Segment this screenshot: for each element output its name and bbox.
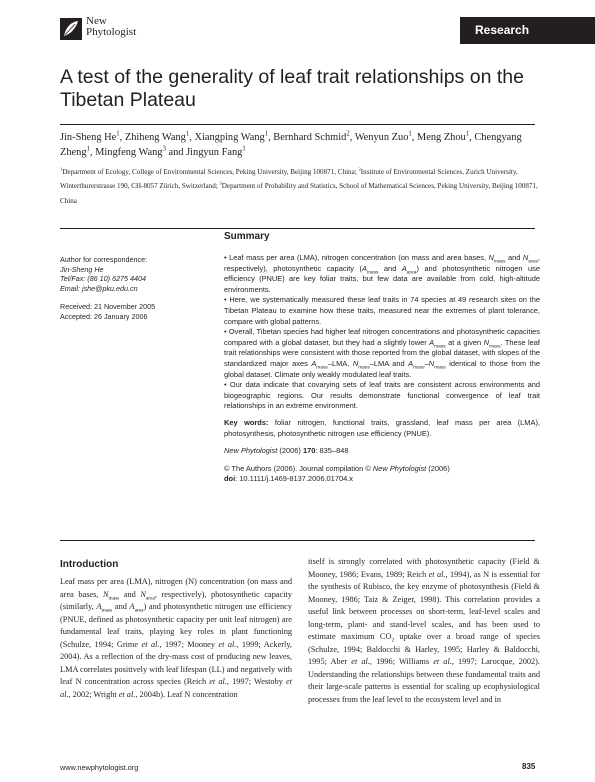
author-name: Jingyun Fang xyxy=(186,146,243,158)
journal-logo xyxy=(60,16,150,44)
footer-url[interactable]: www.newphytologist.org xyxy=(60,763,139,772)
citation xyxy=(224,446,540,457)
author-name: Chengyang Zheng xyxy=(60,132,522,158)
author-name: Zhiheng Wang xyxy=(124,132,186,143)
page-number: 835 xyxy=(522,762,536,771)
section-tab: Research xyxy=(460,17,595,44)
affiliation-number: 3 xyxy=(219,180,222,186)
author-name: Xiangping Wang xyxy=(194,132,265,143)
affiliation-marker: 1 xyxy=(185,130,190,138)
correspondence-email: Email: jshe@pku.edu.cn xyxy=(60,283,138,293)
correspondence-tel: Tel/Fax: (86 10) 6275 4404 xyxy=(60,274,147,283)
citation-year: (2006) xyxy=(277,446,303,456)
author-name: Meng Zhou xyxy=(416,132,466,143)
intro-paragraph-2: itself is strongly correlated with photosynthetic capacity (Field & Mooney, 1986; Evans, 1989; Reich et al., 1994), as N is essential for the synthesis of Rubisco, the key enzyme of photosynthesis (Field & Mooney, 1986; Taiz & Zeiger, 1998). This correlation provides a useful link between processes on short-term, leaf-level scales and long-term, plant- and stand-level scales, and has been used to estimate maximum $CO_2$ uptake over a broad range of species (Schulze, 1994; Baldocchi & Harley, 1995; Harley & Baldocchi, 1995; Aber et al., 1996; Williams et al., 1997; Larocque, 2002). Understanding the relationships between these fundamental traits and their large-scale patterns is essential for scaling up ecophysiological processes from the leaf level to the ecosystem level and in xyxy=(308,557,541,704)
affiliation-text: Department of Ecology, College of Environmental Sciences, Peking University, Beijing 100871, China; xyxy=(62,168,359,176)
correspondence-name: Jin-Sheng He xyxy=(60,264,104,274)
affiliation-text: Department of Probability and Statistics, School of Mathematical Sciences, Peking University, Beijing 100871, China xyxy=(60,182,538,205)
keywords-label: Key words: xyxy=(224,417,269,427)
keywords xyxy=(224,418,540,439)
citation-volume: 170 xyxy=(302,446,316,456)
affiliation-number: 2 xyxy=(358,166,361,172)
summary-divider xyxy=(60,228,535,229)
logo-line-1: New xyxy=(86,15,107,27)
correspondence-sidebar xyxy=(60,255,220,321)
logo-line-2: Phytologist xyxy=(86,26,137,38)
summary-bullet-2: • Here, we systematically measured these leaf traits in 74 species at 49 research sites on the Tibetan Plateau to examine how these traits, measured near the extremes of plant tolerance, compare with global patterns. xyxy=(224,295,540,326)
affiliation-marker: 1 xyxy=(408,130,412,138)
affiliation-marker: 3 xyxy=(162,145,166,153)
summary-bullet-3: • Overall, Tibetan species had higher leaf nitrogen concentrations and photosynthetic capacities compared with a global dataset, but they had a slightly lower $A_{mass}$ at a given $N_{mass}$. These leaf trait relationships were consistent with those reported from the global dataset, with slopes of the standardized major axes $A_{mass}$–LMA, $N_{mass}$–LMA and $A_{mass}-N_{mass}$ identical to those from the global dataset. Climate only weakly modulated leaf traits. xyxy=(224,327,541,379)
author-name: Jin-Sheng He xyxy=(60,132,117,143)
citation-pages: : 835–848 xyxy=(315,446,349,456)
body-column-left xyxy=(60,576,292,701)
affiliation-marker: 1 xyxy=(86,145,90,153)
body-divider xyxy=(60,540,535,541)
doi-text: : 10.1111/j.1469-8137.2006.01704.x xyxy=(235,474,354,484)
summary-bullet-1: • Leaf mass per area (LMA), nitrogen concentration (on mass and area bases, $N_{mass}$ and $N_{area}$, respectively), photosynthetic capacity ($A_{mass}$ and $A_{area}$) and photosynthetic nitrogen use efficiency (PNUE) are key foliar traits, but few data are available from cold, high-altitude environments. xyxy=(224,253,541,294)
author-name: Bernhard Schmid xyxy=(273,132,347,143)
author-name: Wenyun Zuo xyxy=(354,132,409,143)
affiliation-list xyxy=(60,165,540,208)
introduction-heading: Introduction xyxy=(60,559,119,570)
affiliation-marker: 1 xyxy=(116,130,120,138)
affiliation-number: 1 xyxy=(60,166,63,172)
affiliation-marker: 1 xyxy=(242,145,246,153)
summary-bullet-4: • Our data indicate that covarying sets of leaf traits are consistent across environments and biogeographic regions. Our results demonstrate functional convergence of leaf trait relationships in an extreme environment. xyxy=(224,380,540,411)
keywords-text: foliar nitrogen, functional traits, grassland, leaf mass per area (LMA), photosynthesis, photosynthetic nitrogen use efficiency (PNUE). xyxy=(224,417,540,438)
leaf-logo-icon xyxy=(60,18,82,40)
received-date: Received: 21 November 2005 xyxy=(60,302,156,311)
author-name: Mingfeng Wang xyxy=(95,146,163,158)
affiliation-marker: 1 xyxy=(264,130,269,138)
title-divider xyxy=(60,124,535,125)
affiliation-marker: 1 xyxy=(465,130,470,138)
logo-wordmark xyxy=(86,16,136,38)
summary-heading: Summary xyxy=(224,231,270,242)
affiliation-text: Institute of Environmental Sciences, Zurich University, Winterthurerstrasse 190, CH-8057 Zürich, Switzerland; xyxy=(60,168,518,191)
citation-journal: New Phytologist xyxy=(224,446,278,456)
accepted-date: Accepted: 26 January 2006 xyxy=(60,311,148,321)
summary-section xyxy=(224,230,540,485)
copyright-line: © The Authors (2006). Journal compilation © New Phytologist (2006) xyxy=(224,463,450,473)
author-list: Jin-Sheng He$^1$, Zhiheng Wang$^1$, Xiangping Wang$^1$, Bernhard Schmid$^2$, Wenyun Zuo$^1$, Meng Zhou$^1$, Chengyang Zheng$^1$, Mingfeng Wang$^3$ and Jingyun Fang$^1$ xyxy=(60,130,522,158)
article-title: A test of the generality of leaf trait relationships on the Tibetan Plateau xyxy=(60,66,524,111)
affiliation-marker: 2 xyxy=(346,130,350,138)
correspondence-label: Author for correspondence: xyxy=(60,255,148,264)
intro-paragraph-1: Leaf mass per area (LMA), nitrogen (N) concentration (on mass and area bases, $N_{mass}$ and $N_{area}$, respectively), photosynthetic capacity (similarly, $A_{mass}$ and $A_{area}$) and photosynthetic nitrogen use efficiency (PNUE, defined as photosynthetic capacity per unit leaf nitrogen) are fundamental leaf traits, playing key roles in plant functioning (Schulze, 1994; Grime et al., 1997; Mooney et al., 1999; Ackerly, 2004). As a reflection of the dry-mass cost of producing new leaves, LMA correlates positively with leaf lifespan (LL) and negatively with leaf N concentration across species (Reich et al., 1997; Westoby et al., 2002; Wright et al., 2004b). Leaf N concentration xyxy=(60,577,293,699)
body-column-right xyxy=(308,556,540,706)
doi-line[interactable] xyxy=(224,474,540,485)
doi-label: doi xyxy=(224,474,236,484)
